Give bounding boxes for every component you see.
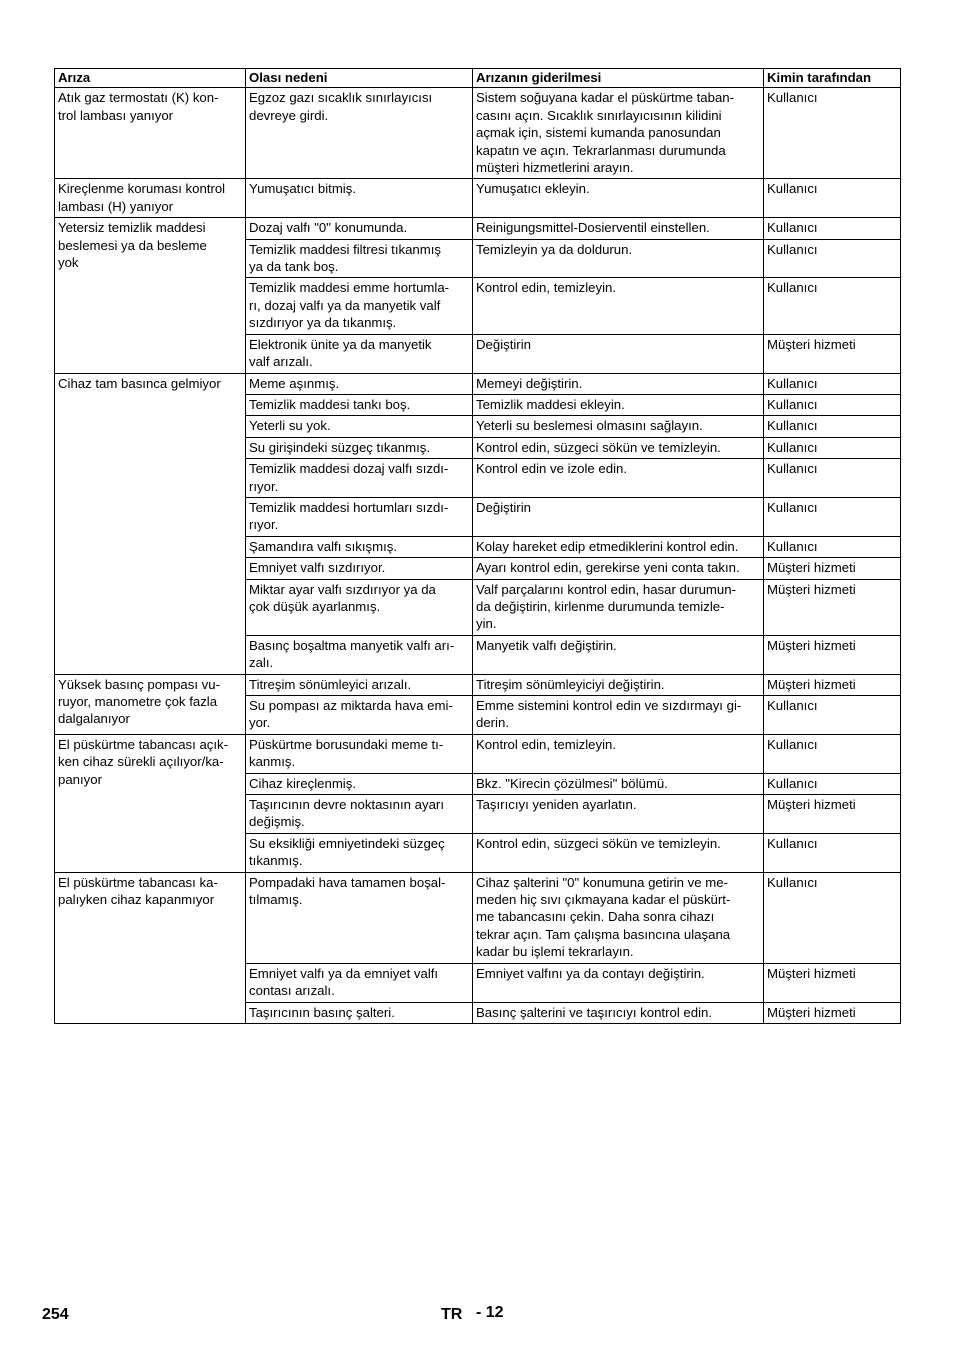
cause-cell: Taşırıcının devre noktasının ayarı değişmiş. (246, 795, 473, 834)
remedy-cell: Emniyet valfını ya da contayı değiştirin. (473, 963, 764, 1002)
responsible-cell: Müşteri hizmeti (764, 635, 901, 674)
table-row (55, 179, 901, 218)
header-cause: Olası nedeni (246, 69, 473, 88)
remedy-cell: Kontrol edin, temizleyin. (473, 278, 764, 334)
responsible-cell: Müşteri hizmeti (764, 334, 901, 373)
remedy-cell: Manyetik valfı değiştirin. (473, 635, 764, 674)
fault-cell: Yetersiz temizlik maddesi beslemesi ya da besleme yok (55, 218, 246, 373)
fault-cell: Yüksek basınç pompası vu- ruyor, manometre çok fazla dalgalanıyor (55, 674, 246, 734)
language-code: TR (441, 1306, 463, 1323)
table-header-row (55, 69, 901, 88)
remedy-cell: Sistem soğuyana kadar el püskürtme taban- casını açın. Sıcaklık sınırlayıcısının kilidini açmak için, sistemi kumanda panosundan kapatın ve açın. Tekrarlanması durumunda müşteri hizmetlerini arayın. (473, 88, 764, 179)
responsible-cell: Kullanıcı (764, 734, 901, 773)
responsible-cell: Kullanıcı (764, 773, 901, 794)
responsible-cell: Kullanıcı (764, 459, 901, 498)
responsible-cell: Kullanıcı (764, 394, 901, 415)
remedy-cell: Kontrol edin, süzgeci sökün ve temizleyin. (473, 833, 764, 872)
table-row (55, 218, 901, 239)
remedy-cell: Kontrol edin, süzgeci sökün ve temizleyin. (473, 437, 764, 458)
table-row (55, 373, 901, 394)
remedy-cell: Temizleyin ya da doldurun. (473, 239, 764, 278)
responsible-cell: Müşteri hizmeti (764, 963, 901, 1002)
responsible-cell: Kullanıcı (764, 239, 901, 278)
header-responsible: Kimin tarafından (764, 69, 901, 88)
responsible-cell: Kullanıcı (764, 278, 901, 334)
responsible-cell: Müşteri hizmeti (764, 1002, 901, 1023)
fault-cell: El püskürtme tabancası ka- palıyken cihaz kapanmıyor (55, 872, 246, 1023)
remedy-cell: Kolay hareket edip etmediklerini kontrol edin. (473, 536, 764, 557)
cause-cell: Yeterli su yok. (246, 416, 473, 437)
remedy-cell: Titreşim sönümleyiciyi değiştirin. (473, 674, 764, 695)
cause-cell: Şamandıra valfı sıkışmış. (246, 536, 473, 557)
remedy-cell: Reinigungsmittel-Dosierventil einstellen. (473, 218, 764, 239)
cause-cell: Meme aşınmış. (246, 373, 473, 394)
cause-cell: Dozaj valfı "0" konumunda. (246, 218, 473, 239)
remedy-cell: Emme sistemini kontrol edin ve sızdırmayı gi- derin. (473, 696, 764, 735)
responsible-cell: Kullanıcı (764, 218, 901, 239)
fault-cell: Cihaz tam basınca gelmiyor (55, 373, 246, 674)
remedy-cell: Cihaz şalterini "0" konumuna getirin ve me- meden hiç sıvı çıkmayana kadar el püskürt- me tabancasını çekin. Daha sonra cihazı tekrar açın. Tam çalışma basıncına ulaşana kadar bu işlemi tekrarlayın. (473, 872, 764, 963)
responsible-cell: Kullanıcı (764, 696, 901, 735)
table-row (55, 872, 901, 963)
header-remedy: Arızanın giderilmesi (473, 69, 764, 88)
fault-cell: El püskürtme tabancası açık- ken cihaz sürekli açılıyor/ka- panıyor (55, 734, 246, 872)
cause-cell: Basınç boşaltma manyetik valfı arı- zalı. (246, 635, 473, 674)
responsible-cell: Müşteri hizmeti (764, 795, 901, 834)
responsible-cell: Müşteri hizmeti (764, 579, 901, 635)
cause-cell: Su eksikliği emniyetindeki süzgeç tıkanmış. (246, 833, 473, 872)
responsible-cell: Müşteri hizmeti (764, 674, 901, 695)
remedy-cell: Kontrol edin, temizleyin. (473, 734, 764, 773)
remedy-cell: Kontrol edin ve izole edin. (473, 459, 764, 498)
cause-cell: Cihaz kireçlenmiş. (246, 773, 473, 794)
responsible-cell: Kullanıcı (764, 416, 901, 437)
table-row (55, 734, 901, 773)
cause-cell: Su pompası az miktarda hava emi- yor. (246, 696, 473, 735)
troubleshooting-table (54, 68, 901, 1024)
cause-cell: Miktar ayar valfı sızdırıyor ya da çok düşük ayarlanmış. (246, 579, 473, 635)
responsible-cell: Müşteri hizmeti (764, 558, 901, 579)
table-row (55, 674, 901, 695)
responsible-cell: Kullanıcı (764, 872, 901, 963)
cause-cell: Temizlik maddesi tankı boş. (246, 394, 473, 415)
cause-cell: Elektronik ünite ya da manyetik valf arızalı. (246, 334, 473, 373)
cause-cell: Su girişindeki süzgeç tıkanmış. (246, 437, 473, 458)
remedy-cell: Ayarı kontrol edin, gerekirse yeni conta takın. (473, 558, 764, 579)
remedy-cell: Değiştirin (473, 334, 764, 373)
fault-cell: Atık gaz termostatı (K) kon- trol lambası yanıyor (55, 88, 246, 179)
remedy-cell: Memeyi değiştirin. (473, 373, 764, 394)
responsible-cell: Kullanıcı (764, 536, 901, 557)
cause-cell: Temizlik maddesi emme hortumla- rı, dozaj valfı ya da manyetik valf sızdırıyor ya da tıkanmış. (246, 278, 473, 334)
cause-cell: Yumuşatıcı bitmiş. (246, 179, 473, 218)
remedy-cell: Temizlik maddesi ekleyin. (473, 394, 764, 415)
remedy-cell: Yumuşatıcı ekleyin. (473, 179, 764, 218)
responsible-cell: Kullanıcı (764, 373, 901, 394)
remedy-cell: Taşırıcıyı yeniden ayarlatın. (473, 795, 764, 834)
cause-cell: Emniyet valfı sızdırıyor. (246, 558, 473, 579)
responsible-cell: Kullanıcı (764, 497, 901, 536)
responsible-cell: Kullanıcı (764, 833, 901, 872)
responsible-cell: Kullanıcı (764, 88, 901, 179)
cause-cell: Temizlik maddesi hortumları sızdı- rıyor. (246, 497, 473, 536)
cause-cell: Temizlik maddesi dozaj valfı sızdı- rıyor. (246, 459, 473, 498)
table-row (55, 88, 901, 179)
cause-cell: Temizlik maddesi filtresi tıkanmış ya da tank boş. (246, 239, 473, 278)
remedy-cell: Basınç şalterini ve taşırıcıyı kontrol edin. (473, 1002, 764, 1023)
responsible-cell: Kullanıcı (764, 437, 901, 458)
remedy-cell: Değiştirin (473, 497, 764, 536)
sub-page-number: - 12 (476, 1304, 504, 1321)
cause-cell: Emniyet valfı ya da emniyet valfı contası arızalı. (246, 963, 473, 1002)
cause-cell: Püskürtme borusundaki meme tı- kanmış. (246, 734, 473, 773)
remedy-cell: Valf parçalarını kontrol edin, hasar durumun- da değiştirin, kirlenme durumunda temizle- yin. (473, 579, 764, 635)
header-fault: Arıza (55, 69, 246, 88)
remedy-cell: Bkz. "Kirecin çözülmesi" bölümü. (473, 773, 764, 794)
fault-cell: Kireçlenme koruması kontrol lambası (H) yanıyor (55, 179, 246, 218)
page-number: 254 (42, 1306, 69, 1323)
cause-cell: Titreşim sönümleyici arızalı. (246, 674, 473, 695)
responsible-cell: Kullanıcı (764, 179, 901, 218)
remedy-cell: Yeterli su beslemesi olmasını sağlayın. (473, 416, 764, 437)
cause-cell: Pompadaki hava tamamen boşal- tılmamış. (246, 872, 473, 963)
cause-cell: Taşırıcının basınç şalteri. (246, 1002, 473, 1023)
cause-cell: Egzoz gazı sıcaklık sınırlayıcısı devreye girdi. (246, 88, 473, 179)
